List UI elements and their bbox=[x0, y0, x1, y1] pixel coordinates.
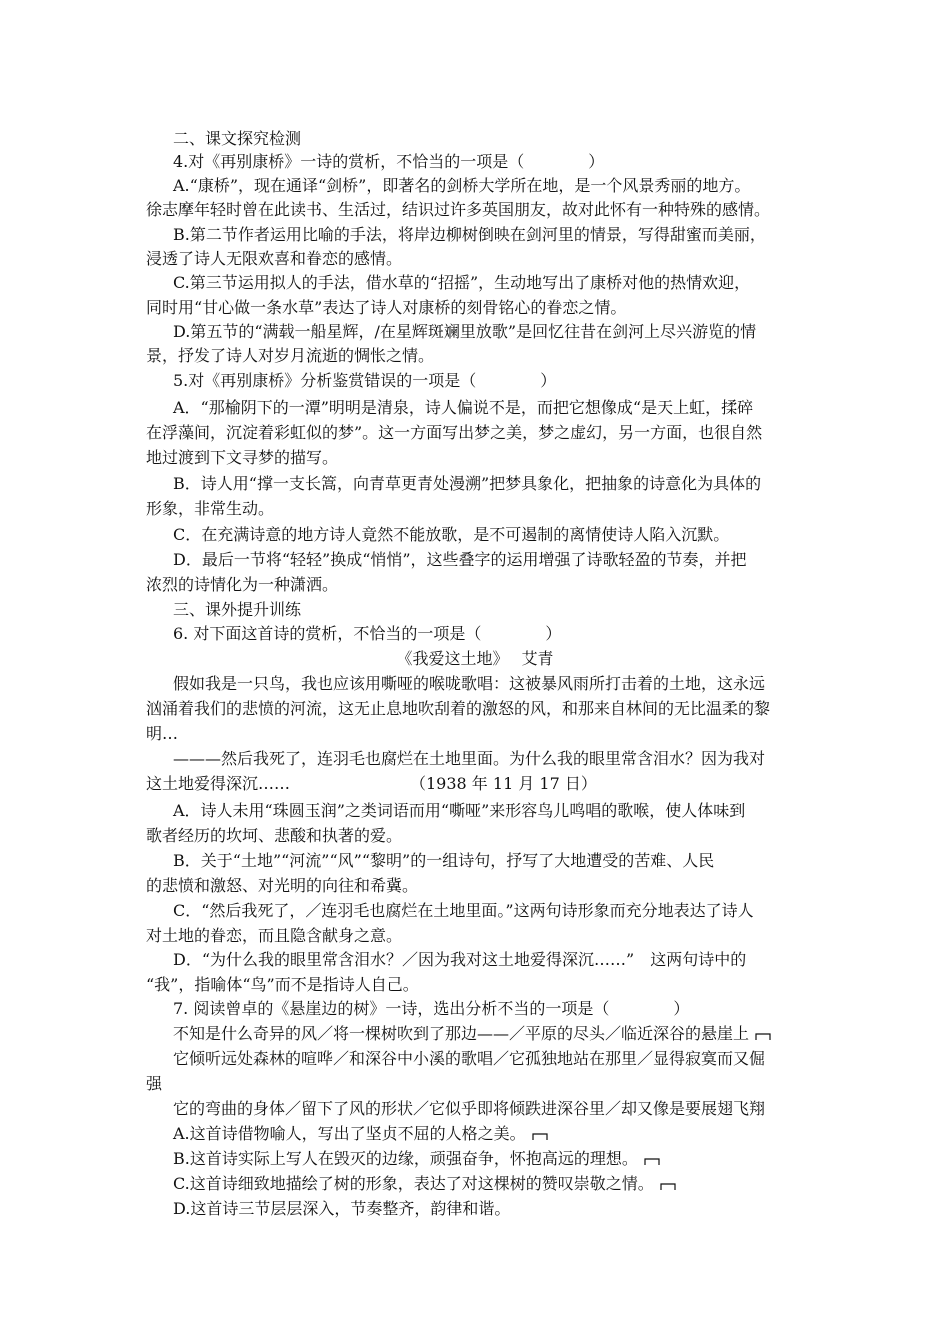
option-a-continued: 徐志摩年轻时曾在此读书、生活过，结识过许多英国朋友，故对此怀有一种特殊的感情。 bbox=[146, 200, 771, 219]
poem-text: 这土地爱得深沉…… （1938 年 11 月 17 日） bbox=[146, 774, 597, 793]
poem-text: 它倾听远处森林的喧哗／和深谷中小溪的歌唱／它孤独地站在那里／显得寂寞而又倔 bbox=[173, 1049, 766, 1068]
option-c: C.这首诗细致地描绘了树的形象，表达了对这棵树的赞叹崇敬之情。 bbox=[173, 1174, 654, 1193]
bracket-mark-icon bbox=[644, 1157, 660, 1166]
option-c: C.第三节运用拟人的手法，借水草的“招摇”，生动地写出了康桥对他的热情欢迎， bbox=[173, 273, 751, 292]
option-a: A．诗人未用“珠圆玉润”之类词语而用“嘶哑”来形容鸟儿鸣唱的歌喉，使人体味到 bbox=[173, 801, 746, 820]
option-a: A．“那榆阴下的一潭”明明是清泉，诗人偏说不是，而把它想像成“是天上虹，揉碎 bbox=[173, 398, 754, 417]
option-b: B．关于“土地”“河流”“风”“黎明”的一组诗句，抒写了大地遭受的苦难、人民 bbox=[173, 851, 715, 870]
option-c: C．“然后我死了，／连羽毛也腐烂在土地里面。”这两句诗形象而充分地表达了诗人 bbox=[173, 901, 754, 920]
poem-title: 《我爱这土地》 艾青 bbox=[396, 649, 554, 668]
question-stem: 4.对《再别康桥》一诗的赏析，不恰当的一项是（ ） bbox=[173, 152, 605, 171]
poem-text: ———然后我死了，连羽毛也腐烂在土地里面。为什么我的眼里常含泪水？因为我对 bbox=[173, 749, 766, 768]
option-d: D．最后一节将“轻轻”换成“悄悄”，这些叠字的运用增强了诗歌轻盈的节奏，并把 bbox=[173, 550, 747, 569]
option-d: D．“为什么我的眼里常含泪水？／因为我对这土地爱得深沉……” 这两句诗中的 bbox=[173, 950, 747, 969]
option-c-line bbox=[173, 1172, 676, 1196]
poem-text: 假如我是一只鸟，我也应该用嘶哑的喉咙歌唱：这被暴风雨所打击着的土地，这永远 bbox=[173, 674, 766, 693]
question-stem: 7. 阅读曾卓的《悬崖边的树》一诗，选出分析不当的一项是（ ） bbox=[173, 999, 690, 1018]
option-a: A.这首诗借物喻人，写出了坚贞不屈的人格之美。 bbox=[173, 1124, 526, 1143]
option-b-continued: 的悲愤和激怒、对光明的向往和希冀。 bbox=[146, 876, 419, 895]
question-stem: 5.对《再别康桥》分析鉴赏错误的一项是（ ） bbox=[173, 371, 557, 390]
option-a-continued: 在浮藻间，沉淀着彩虹似的梦”。这一方面写出梦之美，梦之虚幻，另一方面，也很自然 bbox=[146, 423, 763, 442]
poem-text: 强 bbox=[146, 1074, 163, 1093]
option-b: B．诗人用“撑一支长篙，向青草更青处漫溯”把梦具象化，把抽象的诗意化为具体的 bbox=[173, 474, 762, 493]
option-a-line bbox=[173, 1122, 548, 1146]
section-title: 二、课文探究检测 bbox=[173, 129, 302, 148]
option-c-continued: 对土地的眷恋，而且隐含献身之意。 bbox=[146, 926, 403, 945]
option-b-line bbox=[173, 1147, 660, 1171]
option-a-continued: 歌者经历的坎坷、悲酸和执著的爱。 bbox=[146, 826, 403, 845]
poem-text: 汹涌着我们的悲愤的河流，这无止息地吹刮着的激怒的风，和那来自林间的无比温柔的黎 bbox=[146, 699, 771, 718]
option-b: B.第二节作者运用比喻的手法，将岸边柳树倒映在剑河里的情景，写得甜蜜而美丽， bbox=[173, 225, 766, 244]
option-d-continued: “我”，指喻体“鸟”而不是指诗人自己。 bbox=[146, 975, 419, 994]
option-c: C．在充满诗意的地方诗人竟然不能放歌，是不可遏制的离情使诗人陷入沉默。 bbox=[173, 525, 730, 544]
poem-text: 不知是什么奇异的风／将一棵树吹到了那边——／平原的尽头／临近深谷的悬崖上 bbox=[173, 1024, 750, 1043]
option-d: D.第五节的“满载一船星辉，/在星辉斑斓里放歌”是回忆往昔在剑河上尽兴游览的情 bbox=[173, 322, 757, 341]
bracket-mark-icon bbox=[755, 1032, 771, 1041]
bracket-mark-icon bbox=[532, 1132, 548, 1141]
option-a-continued: 地过渡到下文寻梦的描写。 bbox=[146, 448, 339, 467]
option-b-continued: 形象，非常生动。 bbox=[146, 499, 275, 518]
option-a: A.“康桥”，现在通译“剑桥”，即著名的剑桥大学所在地，是一个风景秀丽的地方。 bbox=[173, 176, 751, 195]
option-b: B.这首诗实际上写人在毁灭的边缘，顽强奋争，怀抱高远的理想。 bbox=[173, 1149, 638, 1168]
option-d-continued: 景，抒发了诗人对岁月流逝的惆怅之情。 bbox=[146, 346, 435, 365]
option-d: D.这首诗三节层层深入，节奏整齐，韵律和谐。 bbox=[173, 1199, 511, 1218]
poem-line bbox=[173, 1022, 771, 1046]
bracket-mark-icon bbox=[660, 1182, 676, 1191]
poem-text: 它的弯曲的身体／留下了风的形状／它似乎即将倾跌进深谷里／却又像是要展翅飞翔 bbox=[173, 1099, 766, 1118]
poem-text: 明… bbox=[146, 724, 179, 743]
option-c-continued: 同时用“甘心做一条水草”表达了诗人对康桥的刻骨铭心的眷恋之情。 bbox=[146, 298, 627, 317]
option-b-continued: 浸透了诗人无限欢喜和眷恋的感情。 bbox=[146, 249, 403, 268]
option-d-continued: 浓烈的诗情化为一种潇洒。 bbox=[146, 575, 339, 594]
question-stem: 6. 对下面这首诗的赏析，不恰当的一项是（ ） bbox=[173, 624, 562, 643]
section-title: 三、课外提升训练 bbox=[173, 600, 302, 619]
